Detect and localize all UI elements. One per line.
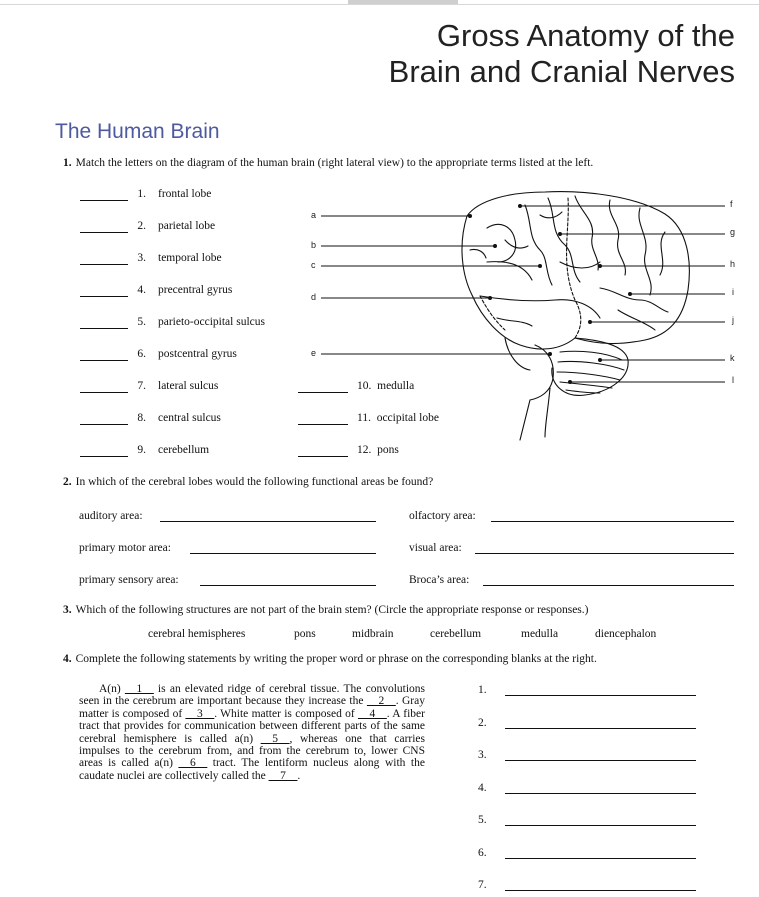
inline-blank-2: __2__ [366,695,396,708]
answer-number: 7. [478,879,487,891]
label-j: j [732,315,734,325]
inline-blank-3: __3__ [185,707,215,720]
term-label: lateral sulcus [158,380,219,392]
question-4 [63,653,597,665]
term-number: 4. [137,284,146,296]
term-label: postcentral gyrus [158,348,237,360]
term-label: central sulcus [158,412,221,424]
page-title-line2: Brain and Cranial Nerves [388,54,735,89]
area-blank-visual[interactable] [475,553,734,554]
choice-midbrain[interactable]: midbrain [352,628,394,640]
area-label-primary-sensory: primary sensory area: [79,574,179,586]
question-2-number: 2. [63,476,72,488]
label-e: e [311,348,317,358]
term-number: 6. [137,348,146,360]
term-number: 9. [137,444,146,456]
question-3 [63,604,588,616]
label-b: b [311,240,317,250]
fill-in-paragraph: A(n) __1__ is an elevated ridge of cerebral tissue. The convolutions seen in the cerebrum are important because they increase the __2__. Gray matter is composed of __3__. White matter is composed of __4__. A fiber tract that provides for communication between different parts of the same cerebral hemisphere is called a(n) __5__, whereas one that carries impulses to the cerebrum from, and from the cerebrum to, lower CNS areas is called a(n) __6__ tract. The lentiform nucleus along with the caudate nuclei are collectively called the __7__. [79,683,426,782]
answer-number: 2. [478,716,487,729]
choice-cerebral-hemispheres[interactable]: cerebral hemispheres [148,628,246,640]
section-title: The Human Brain [55,120,220,143]
area-blank-primary-motor[interactable] [190,553,376,554]
term-label: cerebellum [158,444,210,456]
question-4-number: 4. [63,653,72,665]
area-blank-brocas[interactable] [483,585,734,586]
inline-blank-4: __4__ [358,707,387,720]
term-label: frontal lobe [158,188,212,200]
choice-cerebellum[interactable]: cerebellum [430,628,482,640]
inline-blank-7: __7__ [268,769,298,782]
question-3-number: 3. [63,604,72,616]
inline-blank-5: __5__ [260,732,290,745]
term-number: 3. [137,252,146,264]
statement-answer-blank[interactable] [505,793,696,794]
area-label-olfactory: olfactory area: [409,510,476,522]
area-label-brocas: Broca’s area: [409,574,470,586]
label-i: i [732,287,734,297]
question-1-text: Match the letters on the diagram of the human brain (right lateral view) to the appropriate terms listed at the left. [75,157,594,169]
label-l: l [732,375,734,385]
label-a: a [311,210,317,220]
term-number: 2. [137,220,146,232]
label-c: c [311,260,316,270]
area-label-visual: visual area: [409,542,462,554]
term-number: 8. [137,412,146,424]
label-d: d [311,292,317,302]
answer-number: 3. [478,749,487,761]
label-h: h [730,259,736,269]
statement-answer-blank[interactable] [505,890,696,891]
area-label-auditory: auditory area: [79,510,143,522]
term-label: temporal lobe [158,252,222,264]
answer-number: 6. [478,846,487,859]
question-4-text: Complete the following statements by writing the proper word or phrase on the corresponding blanks at the right. [75,653,597,665]
statement-answer-blank[interactable] [505,825,696,826]
label-g: g [730,227,736,237]
choice-diencephalon[interactable]: diencephalon [595,628,657,640]
term-label: precentral gyrus [158,284,233,296]
question-2 [63,476,433,488]
label-f: f [730,199,733,209]
term-12: 12. pons [357,444,399,456]
area-blank-auditory[interactable] [160,521,376,522]
term-number: 7. [137,380,146,392]
statement-answer-blank[interactable] [505,858,696,859]
area-blank-olfactory[interactable] [491,521,734,522]
term-number: 1. [137,188,146,200]
page-title-line1: Gross Anatomy of the [436,18,735,53]
term-label: parieto-occipital sulcus [158,316,265,328]
term-11: 11. occipital lobe [357,412,439,424]
label-k: k [730,353,735,363]
area-blank-primary-sensory[interactable] [200,585,376,586]
choice-medulla[interactable]: medulla [521,628,559,640]
question-1-number: 1. [63,157,72,169]
statement-answer-blank[interactable] [505,695,696,696]
choice-pons[interactable]: pons [294,628,316,640]
answer-number: 5. [478,814,487,826]
area-label-primary-motor: primary motor area: [79,542,171,554]
statement-answer-blank[interactable] [505,728,696,729]
answer-number: 4. [478,781,487,794]
answer-number: 1. [478,684,487,696]
inline-blank-1: __1__ [124,683,154,695]
term-number: 5. [137,316,146,328]
question-3-text: Which of the following structures are not part of the brain stem? (Circle the appropriate response or responses.) [75,604,589,616]
question-2-text: In which of the cerebral lobes would the following functional areas be found? [75,476,434,488]
statement-answer-blank[interactable] [505,760,696,761]
term-label: parietal lobe [158,220,216,232]
inline-blank-6: __6__ [178,757,208,770]
term-10: 10. medulla [357,380,415,392]
